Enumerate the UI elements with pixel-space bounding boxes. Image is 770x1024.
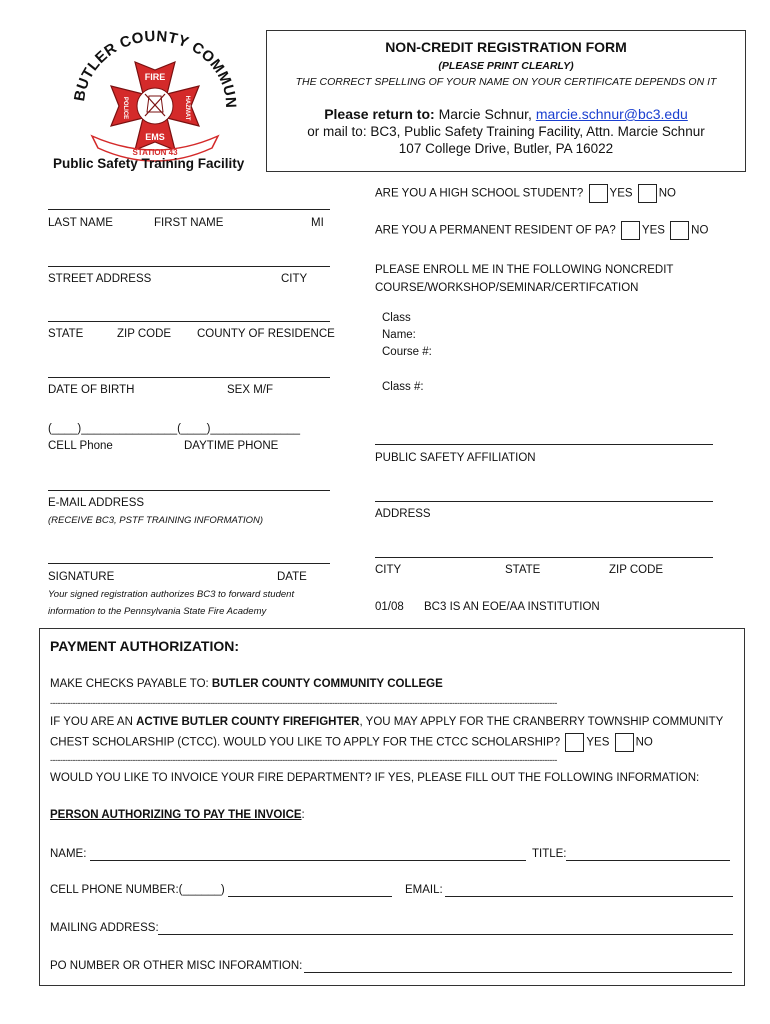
affiliation-city-label: CITY	[375, 564, 402, 576]
form-title: NON-CREDIT REGISTRATION FORM	[385, 39, 627, 55]
payment-cell-label: CELL PHONE NUMBER:(______)	[50, 884, 225, 896]
payment-cell-field[interactable]	[228, 896, 392, 897]
email-note: (RECEIVE BC3, PSTF TRAINING INFORMATION)	[48, 515, 263, 526]
affiliation-state-label: STATE	[505, 564, 541, 576]
checks-payee: BUTLER COUNTY COMMUNITY COLLEGE	[211, 678, 443, 690]
signature-note-1: Your signed registration authorizes BC3 to forward student	[48, 589, 295, 600]
cell-phone-label: CELL Phone	[48, 440, 113, 452]
ctcc-no-label: NO	[635, 736, 653, 749]
payment-title-field[interactable]	[566, 860, 730, 861]
dob-label: DATE OF BIRTH	[48, 384, 135, 396]
pa-resident-no-checkbox[interactable]	[670, 221, 689, 240]
ctcc-question: CHEST SCHOLARSHIP (CTCC). WOULD YOU LIKE TO APPLY FOR THE CTCC SCHOLARSHIP?	[50, 736, 561, 749]
mail-line: or mail to: BC3, Public Safety Training Facility, Attn. Marcie Schnur	[307, 124, 705, 139]
checks-label: MAKE CHECKS PAYABLE TO:	[50, 678, 209, 690]
signature-note-2: information to the Pennsylvania State Fire Academy	[48, 606, 267, 617]
logo-ribbon: STATION 43	[132, 148, 178, 157]
date-label: DATE	[277, 571, 307, 583]
person-authorizing-colon: :	[301, 809, 305, 821]
pa-resident-no-label: NO	[691, 224, 709, 237]
dob-sex-field[interactable]	[48, 377, 330, 378]
affiliation-zip-label: ZIP CODE	[609, 564, 664, 576]
course-number-label: Course #:	[382, 346, 432, 358]
ctcc-no-checkbox[interactable]	[615, 733, 634, 752]
college-logo	[44, 24, 260, 174]
signature-field[interactable]	[48, 563, 330, 564]
logo-badge-bottom: EMS	[145, 132, 165, 142]
separator-1: -----------------------------------------------------------------------------------------------------------------------------------------------------------------------------------------------------------	[50, 698, 557, 708]
firefighter-pre: IF YOU ARE AN	[50, 716, 133, 728]
ctcc-yes-checkbox[interactable]	[565, 733, 584, 752]
payment-name-field[interactable]	[90, 860, 526, 861]
affiliation-city-field[interactable]	[375, 557, 713, 558]
state-label: STATE	[48, 328, 84, 340]
street-label: STREET ADDRESS	[48, 273, 152, 285]
name-field[interactable]	[48, 209, 330, 210]
logo-graphic	[44, 24, 260, 174]
enroll-line-2: COURSE/WORKSHOP/SEMINAR/CERTIFCATION	[375, 282, 639, 294]
last-name-label: LAST NAME	[48, 217, 113, 229]
signature-label: SIGNATURE	[48, 571, 115, 583]
class-number-label: Class #:	[382, 381, 424, 393]
pa-resident-yes-label: YES	[641, 224, 665, 237]
sex-label: SEX M/F	[227, 384, 274, 396]
logo-badge-right: HAZMAT	[184, 95, 190, 121]
payment-email-label: EMAIL:	[405, 884, 443, 896]
person-authorizing-label: PERSON AUTHORIZING TO PAY THE INVOICE	[50, 809, 302, 821]
daytime-phone-label: DAYTIME PHONE	[184, 440, 279, 452]
phone-field[interactable]: (____)_______________(____)______________	[48, 423, 300, 435]
high-school-question	[375, 184, 676, 203]
firefighter-post: , YOU MAY APPLY FOR THE CRANBERRY TOWNSHIP COMMUNITY	[359, 716, 724, 728]
zip-label: ZIP CODE	[117, 328, 172, 340]
address-line: 107 College Drive, Butler, PA 16022	[398, 141, 614, 156]
payment-mailing-label: MAILING ADDRESS:	[50, 922, 159, 934]
affiliation-label: PUBLIC SAFETY AFFILIATION	[375, 452, 536, 464]
logo-arc-text: BUTLER COUNTY COMMUN	[71, 27, 240, 109]
state-zip-county-field[interactable]	[48, 321, 330, 322]
high-school-yes-label: YES	[609, 187, 633, 200]
invoice-question: WOULD YOU LIKE TO INVOICE YOUR FIRE DEPARTMENT? IF YES, PLEASE FILL OUT THE FOLLOWING INFORMATION:	[50, 772, 700, 784]
revision-date: 01/08	[375, 601, 404, 613]
ctcc-yes-label: YES	[586, 736, 610, 749]
form-subtitle: (PLEASE PRINT CLEARLY)	[438, 60, 574, 72]
return-name: Marcie Schnur,	[438, 106, 532, 122]
firefighter-line-1	[50, 716, 723, 728]
header-box	[266, 30, 746, 172]
person-authorizing-line	[50, 809, 305, 821]
city-label: CITY	[281, 273, 308, 285]
affiliation-address-field[interactable]	[375, 501, 713, 502]
payment-name-label: NAME:	[50, 848, 87, 860]
enroll-line-1: PLEASE ENROLL ME IN THE FOLLOWING NONCREDIT	[375, 264, 674, 276]
pa-resident-label: ARE YOU A PERMANENT RESIDENT OF PA?	[375, 224, 616, 237]
class-name-label: Name:	[382, 329, 416, 341]
payment-po-field[interactable]	[304, 972, 732, 973]
payment-po-label: PO NUMBER OR OTHER MISC INFORAMTION:	[50, 960, 303, 972]
high-school-no-label: NO	[658, 187, 676, 200]
high-school-no-checkbox[interactable]	[638, 184, 657, 203]
mi-label: MI	[311, 217, 324, 229]
eoe-statement: BC3 IS AN EOE/AA INSTITUTION	[424, 601, 600, 613]
checks-payable-line	[50, 678, 443, 690]
logo-caption: Public Safety Training Facility	[53, 156, 245, 171]
affiliation-address-label: ADDRESS	[375, 508, 431, 520]
return-line	[267, 106, 745, 122]
return-email-link[interactable]: marcie.schnur@bc3.edu	[535, 106, 688, 122]
return-label: Please return to:	[324, 106, 435, 122]
county-label: COUNTY OF RESIDENCE	[197, 328, 335, 340]
first-name-label: FIRST NAME	[154, 217, 224, 229]
pa-resident-yes-checkbox[interactable]	[621, 221, 640, 240]
high-school-yes-checkbox[interactable]	[589, 184, 608, 203]
form-notice: THE CORRECT SPELLING OF YOUR NAME ON YOUR CERTIFICATE DEPENDS ON IT	[295, 76, 717, 88]
high-school-label: ARE YOU A HIGH SCHOOL STUDENT?	[375, 187, 584, 200]
email-label: E-MAIL ADDRESS	[48, 497, 145, 509]
email-field[interactable]	[48, 490, 330, 491]
class-label: Class	[382, 312, 411, 324]
street-city-field[interactable]	[48, 266, 330, 267]
pa-resident-question	[375, 221, 708, 240]
payment-email-field[interactable]	[445, 896, 733, 897]
firefighter-line-2	[50, 733, 653, 752]
affiliation-field[interactable]	[375, 444, 713, 445]
payment-mailing-field[interactable]	[158, 934, 733, 935]
payment-title: PAYMENT AUTHORIZATION:	[50, 638, 239, 654]
firefighter-bold: ACTIVE BUTLER COUNTY FIREFIGHTER	[136, 716, 360, 728]
logo-badge-left: POLICE	[122, 96, 128, 120]
separator-2: -----------------------------------------------------------------------------------------------------------------------------------------------------------------------------------------------------------	[50, 755, 557, 765]
logo-badge-top: FIRE	[144, 72, 166, 82]
payment-title-label: TITLE:	[532, 848, 567, 860]
